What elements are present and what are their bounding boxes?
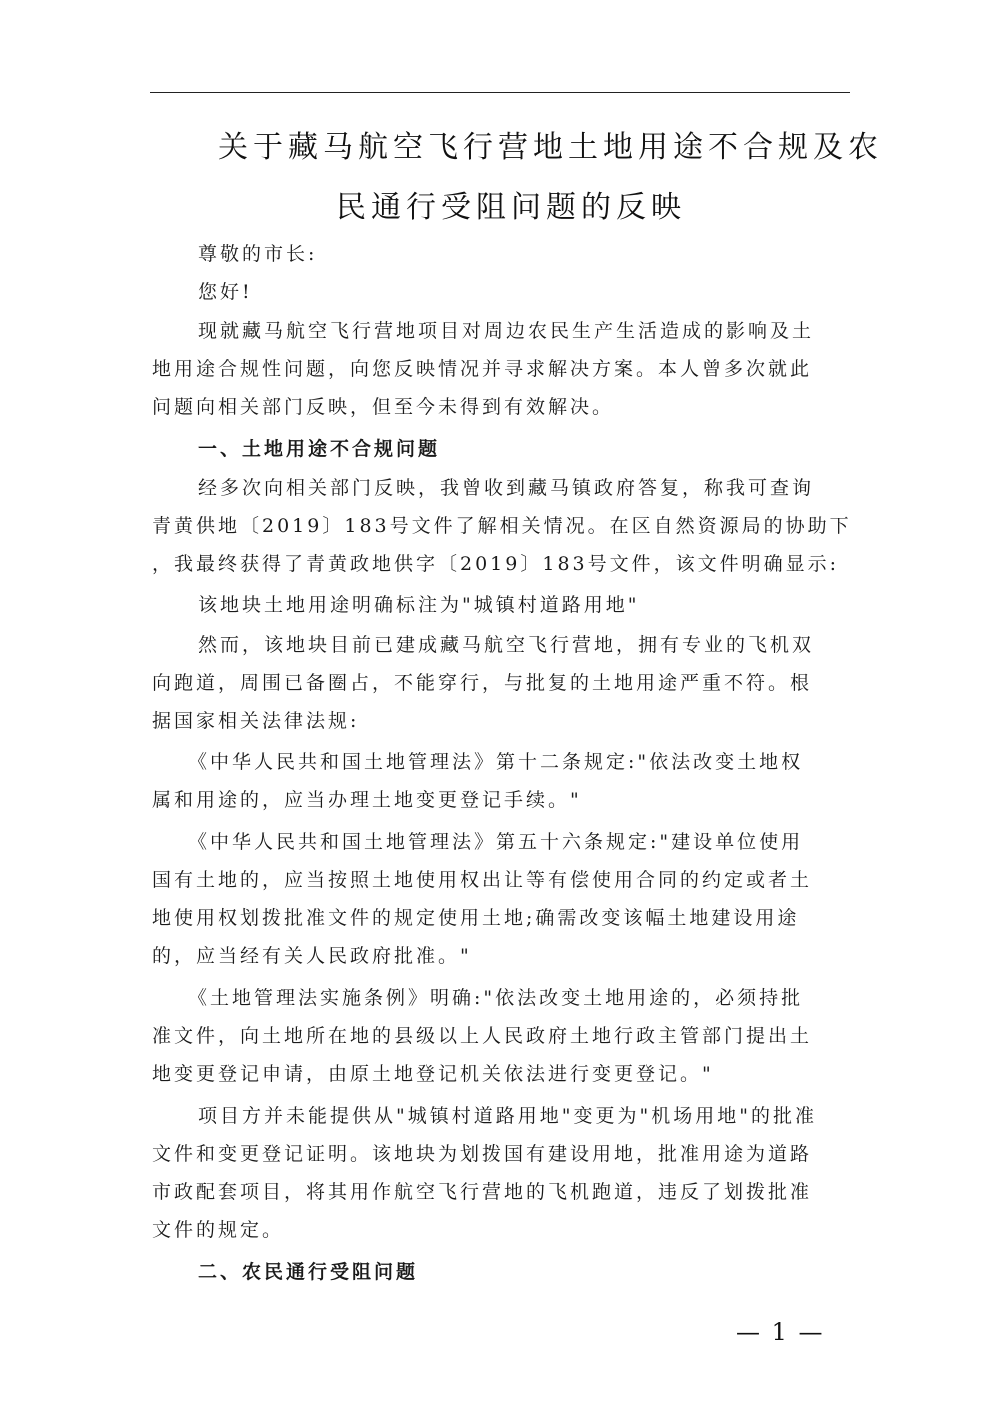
section-1-paragraph-2 (152, 586, 852, 624)
paragraph-line: ，我最终获得了青黄政地供字〔2019〕183号文件，该文件明确显示: (152, 553, 840, 575)
intro-paragraph (152, 312, 852, 426)
page-number: — 1 — (736, 1318, 825, 1346)
law-citation-3 (152, 979, 852, 1093)
paragraph-line: 《土地管理法实施条例》明确:"依法改变土地用途的，必须持批 (188, 987, 804, 1009)
paragraph-line: 向跑道，周围已备圈占，不能穿行，与批复的土地用途严重不符。根 (152, 672, 813, 694)
salutation (152, 235, 852, 273)
section-1-paragraph-4 (152, 1097, 852, 1249)
greeting (152, 273, 852, 311)
document-title-line-1: 关于藏马航空飞行营地土地用途不合规及农 (218, 130, 883, 165)
section-2-heading (152, 1253, 852, 1291)
law-citation-1 (152, 743, 852, 819)
paragraph-line: 青黄供地〔2019〕183号文件了解相关情况。在区自然资源局的协助下 (152, 515, 852, 537)
paragraph-line: 现就藏马航空飞行营地项目对周边农民生产生活造成的影响及土 (198, 320, 815, 342)
paragraph-line: 地用途合规性问题，向您反映情况并寻求解决方案。本人曾多次就此 (152, 358, 813, 380)
paragraph-line: 的，应当经有关人民政府批准。" (152, 945, 472, 967)
section-heading-text: 二、农民通行受阻问题 (198, 1261, 419, 1283)
paragraph-line: 《中华人民共和国土地管理法》第十二条规定:"依法改变土地权 (188, 751, 804, 773)
document-title-line-2: 民通行受阻问题的反映 (336, 190, 686, 225)
paragraph-line: 问题向相关部门反映，但至今未得到有效解决。 (152, 396, 615, 418)
section-1-paragraph-3 (152, 626, 852, 740)
section-1-paragraph-1 (152, 469, 852, 583)
paragraph-line: 文件的规定。 (152, 1219, 285, 1241)
salutation-text: 尊敬的市长: (198, 243, 318, 265)
paragraph-line: 市政配套项目，将其用作航空飞行营地的飞机跑道，违反了划拨批准 (152, 1181, 813, 1203)
header-rule (150, 92, 850, 93)
paragraph-line: 据国家相关法律法规: (152, 710, 360, 732)
paragraph-line: 经多次向相关部门反映，我曾收到藏马镇政府答复，称我可查询 (198, 477, 815, 499)
paragraph-line: 地变更登记申请，由原土地登记机关依法进行变更登记。" (152, 1063, 714, 1085)
paragraph-line: 准文件，向土地所在地的县级以上人民政府土地行政主管部门提出土 (152, 1025, 813, 1047)
paragraph-line: 地使用权划拨批准文件的规定使用土地;确需改变该幅土地建设用途 (152, 907, 800, 929)
law-citation-2 (152, 823, 852, 975)
paragraph-line: 属和用途的，应当办理土地变更登记手续。" (152, 789, 582, 811)
paragraph-line: 国有土地的，应当按照土地使用权出让等有偿使用合同的约定或者土 (152, 869, 813, 891)
paragraph-line: 然而，该地块目前已建成藏马航空飞行营地，拥有专业的飞机双 (198, 634, 815, 656)
paragraph-line: 《中华人民共和国土地管理法》第五十六条规定:"建设单位使用 (188, 831, 804, 853)
greeting-text: 您好! (198, 281, 253, 303)
paragraph-line: 该地块土地用途明确标注为"城镇村道路用地" (198, 594, 640, 616)
section-heading-text: 一、土地用途不合规问题 (198, 438, 441, 460)
paragraph-line: 项目方并未能提供从"城镇村道路用地"变更为"机场用地"的批准 (198, 1105, 817, 1127)
section-1-heading (152, 430, 852, 468)
paragraph-line: 文件和变更登记证明。该地块为划拨国有建设用地，批准用途为道路 (152, 1143, 813, 1165)
